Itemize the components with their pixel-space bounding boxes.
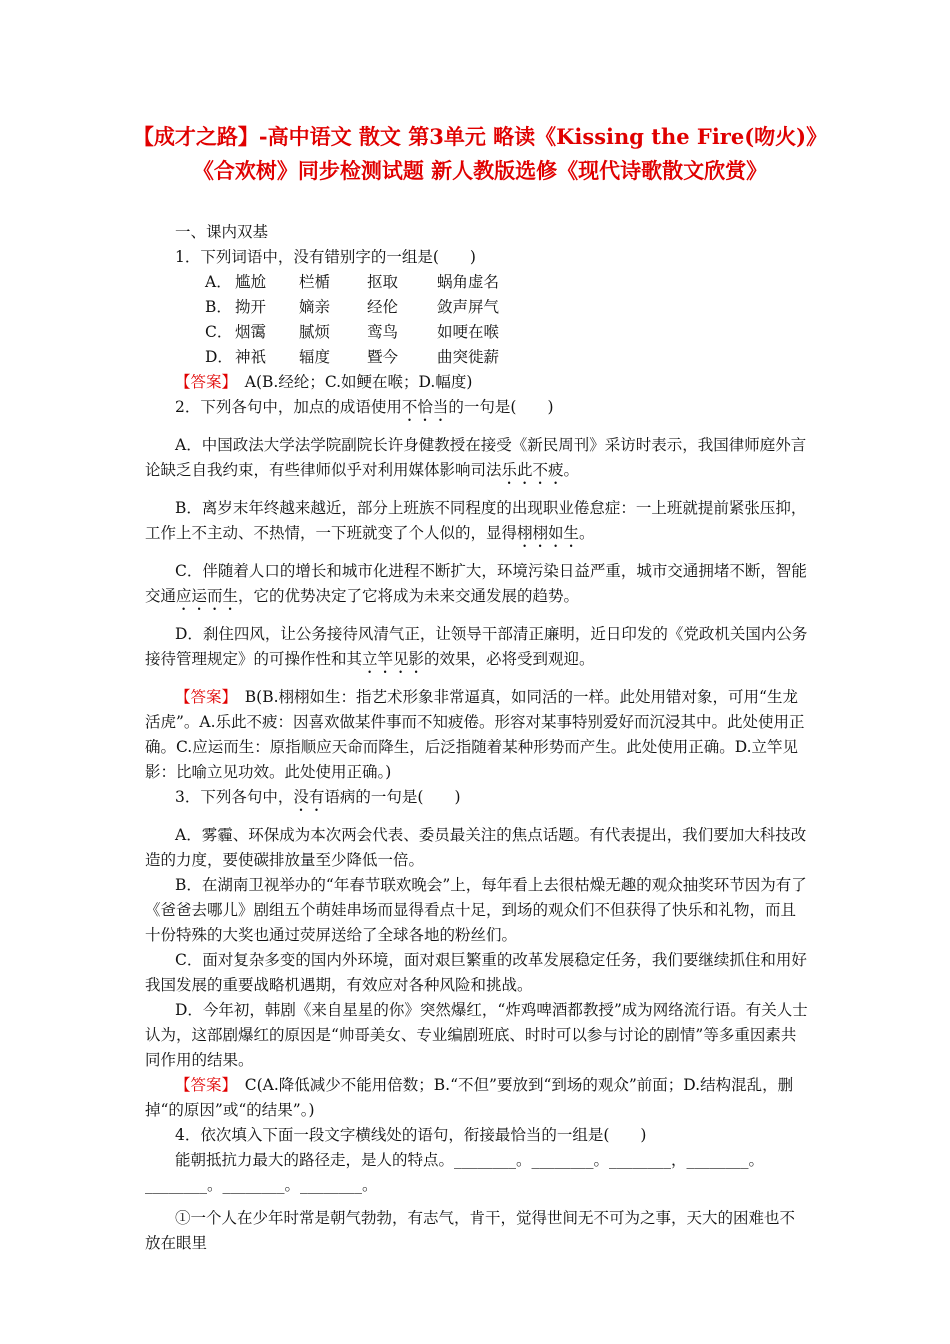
document-title: 【成才之路】-高中语文 散文 第3单元 略读《Kissing the Fire(吻火)》《合欢树》同步检测试题 新人教版选修《现代诗歌散文欣赏》 [132, 124, 828, 183]
q3-option-b: B．在湖南卫视举办的“年春节联欢晚会”上，每年看上去很枯燥无趣的观众抽奖环节因为有了《爸爸去哪儿》剧组五个萌娃串场而显得看点十足，到场的观众们不但获得了快乐和礼物，而且十份特殊的大奖也通过荧屏送给了全球各地的粉丝们。 [145, 876, 807, 944]
q2-option-a: A．中国政法大学法学院副院长许身健教授在接受《新民周刊》采访时表示，我国律师庭外言论缺乏自我约束，有些律师似乎对利用媒体影响司法乐此不疲。 [145, 436, 807, 479]
q2-option-b: B．离岁末年终越来越近，部分上班族不同程度的出现职业倦怠症：一上班就提前紧张压抑，工作上不主动、不热情，一下班就变了个人似的，显得栩栩如生。 [145, 499, 807, 542]
q1-stem: 1．下列词语中，没有错别字的一组是( ) [175, 248, 476, 266]
q3-option-c: C．面对复杂多变的国内外环境，面对艰巨繁重的改革发展稳定任务，我们要继续抓住和用好我国发展的重要战略机遇期，有效应对各种风险和挑战。 [145, 951, 807, 994]
q2-answer: 【答案】 B(B.栩栩如生：指艺术形象非常逼真，如同活的一样。此处用错对象，可用“生龙活虎”。A.乐此不疲：因喜欢做某件事而不知疲倦。形容对某事特别爱好而沉浸其中。此处使用正确。C.应运而生：原指顺应天命而降生，后泛指随着某种形势而产生。此处使用正确。D.立竿见影：比喻立见功效。此处使用正确。) [145, 688, 805, 781]
q2-option-d: D．刹住四风，让公务接待风清气正，让领导干部清正廉明，近日印发的《党政机关国内公务接待管理规定》的可操作性和其立竿见影的效果，必将受到观迎。 [145, 625, 808, 668]
q1-option-a: A． 尴尬 栏楯 抠取 蜗角虚名 [205, 273, 500, 291]
document-body [145, 220, 810, 1256]
answer-label: 【答案】 [175, 1076, 230, 1094]
q1-option-d: D． 神祇 辐度 暨今 曲突徙薪 [205, 348, 500, 366]
q1-answer: 【答案】 A(B.经纶；C.如鲠在喉；D.幅度) [175, 373, 473, 391]
answer-label: 【答案】 [175, 373, 230, 391]
answer-label: 【答案】 [175, 688, 230, 706]
q3-option-a: A．雾霾、环保成为本次两会代表、委员最关注的焦点话题。有代表提出，我们要加大科技改造的力度，要使碳排放量至少降低一倍。 [145, 826, 807, 869]
q1-option-b: B． 拗开 嫡亲 经伦 敛声屏气 [205, 298, 500, 316]
q1-option-c: C． 烟霭 腻烦 鸾鸟 如哽在喉 [205, 323, 500, 341]
q2-option-c: C．伴随着人口的增长和城市化进程不断扩大，环境污染日益严重，城市交通拥堵不断，智能交通应运而生，它的优势决定了它将成为未来交通发展的趋势。 [145, 562, 807, 605]
q2-stem: 2．下列各句中，加点的成语使用不恰当的一句是( ) [175, 398, 554, 416]
q3-option-d: D．今年初，韩剧《来自星星的你》突然爆红，“炸鸡啤酒都教授”成为网络流行语。有关人士认为，这部剧爆红的原因是“帅哥美女、专业编剧班底、时时可以参与讨论的剧情”等多重因素共同作用的结果。 [145, 1001, 808, 1069]
section-heading: 一、课内双基 [175, 223, 269, 241]
q4-item-1: ①一个人在少年时常是朝气勃勃，有志气，肯干，觉得世间无不可为之事，天大的困难也不放在眼里 [145, 1209, 796, 1252]
q3-answer: 【答案】 C(A.降低减少不能用倍数；B.“不但”要放到“到场的观众”前面；D.结构混乱，删掉“的原因”或“的结果”。) [145, 1076, 794, 1119]
q3-stem: 3．下列各句中，没有语病的一句是( ) [175, 788, 461, 806]
q4-stem: 4．依次填入下面一段文字横线处的语句，衔接最恰当的一组是( ) [175, 1126, 647, 1144]
q4-text: 能朝抵抗力最大的路径走，是人的特点。________。________。________，________。________。________。________。 [145, 1151, 765, 1194]
